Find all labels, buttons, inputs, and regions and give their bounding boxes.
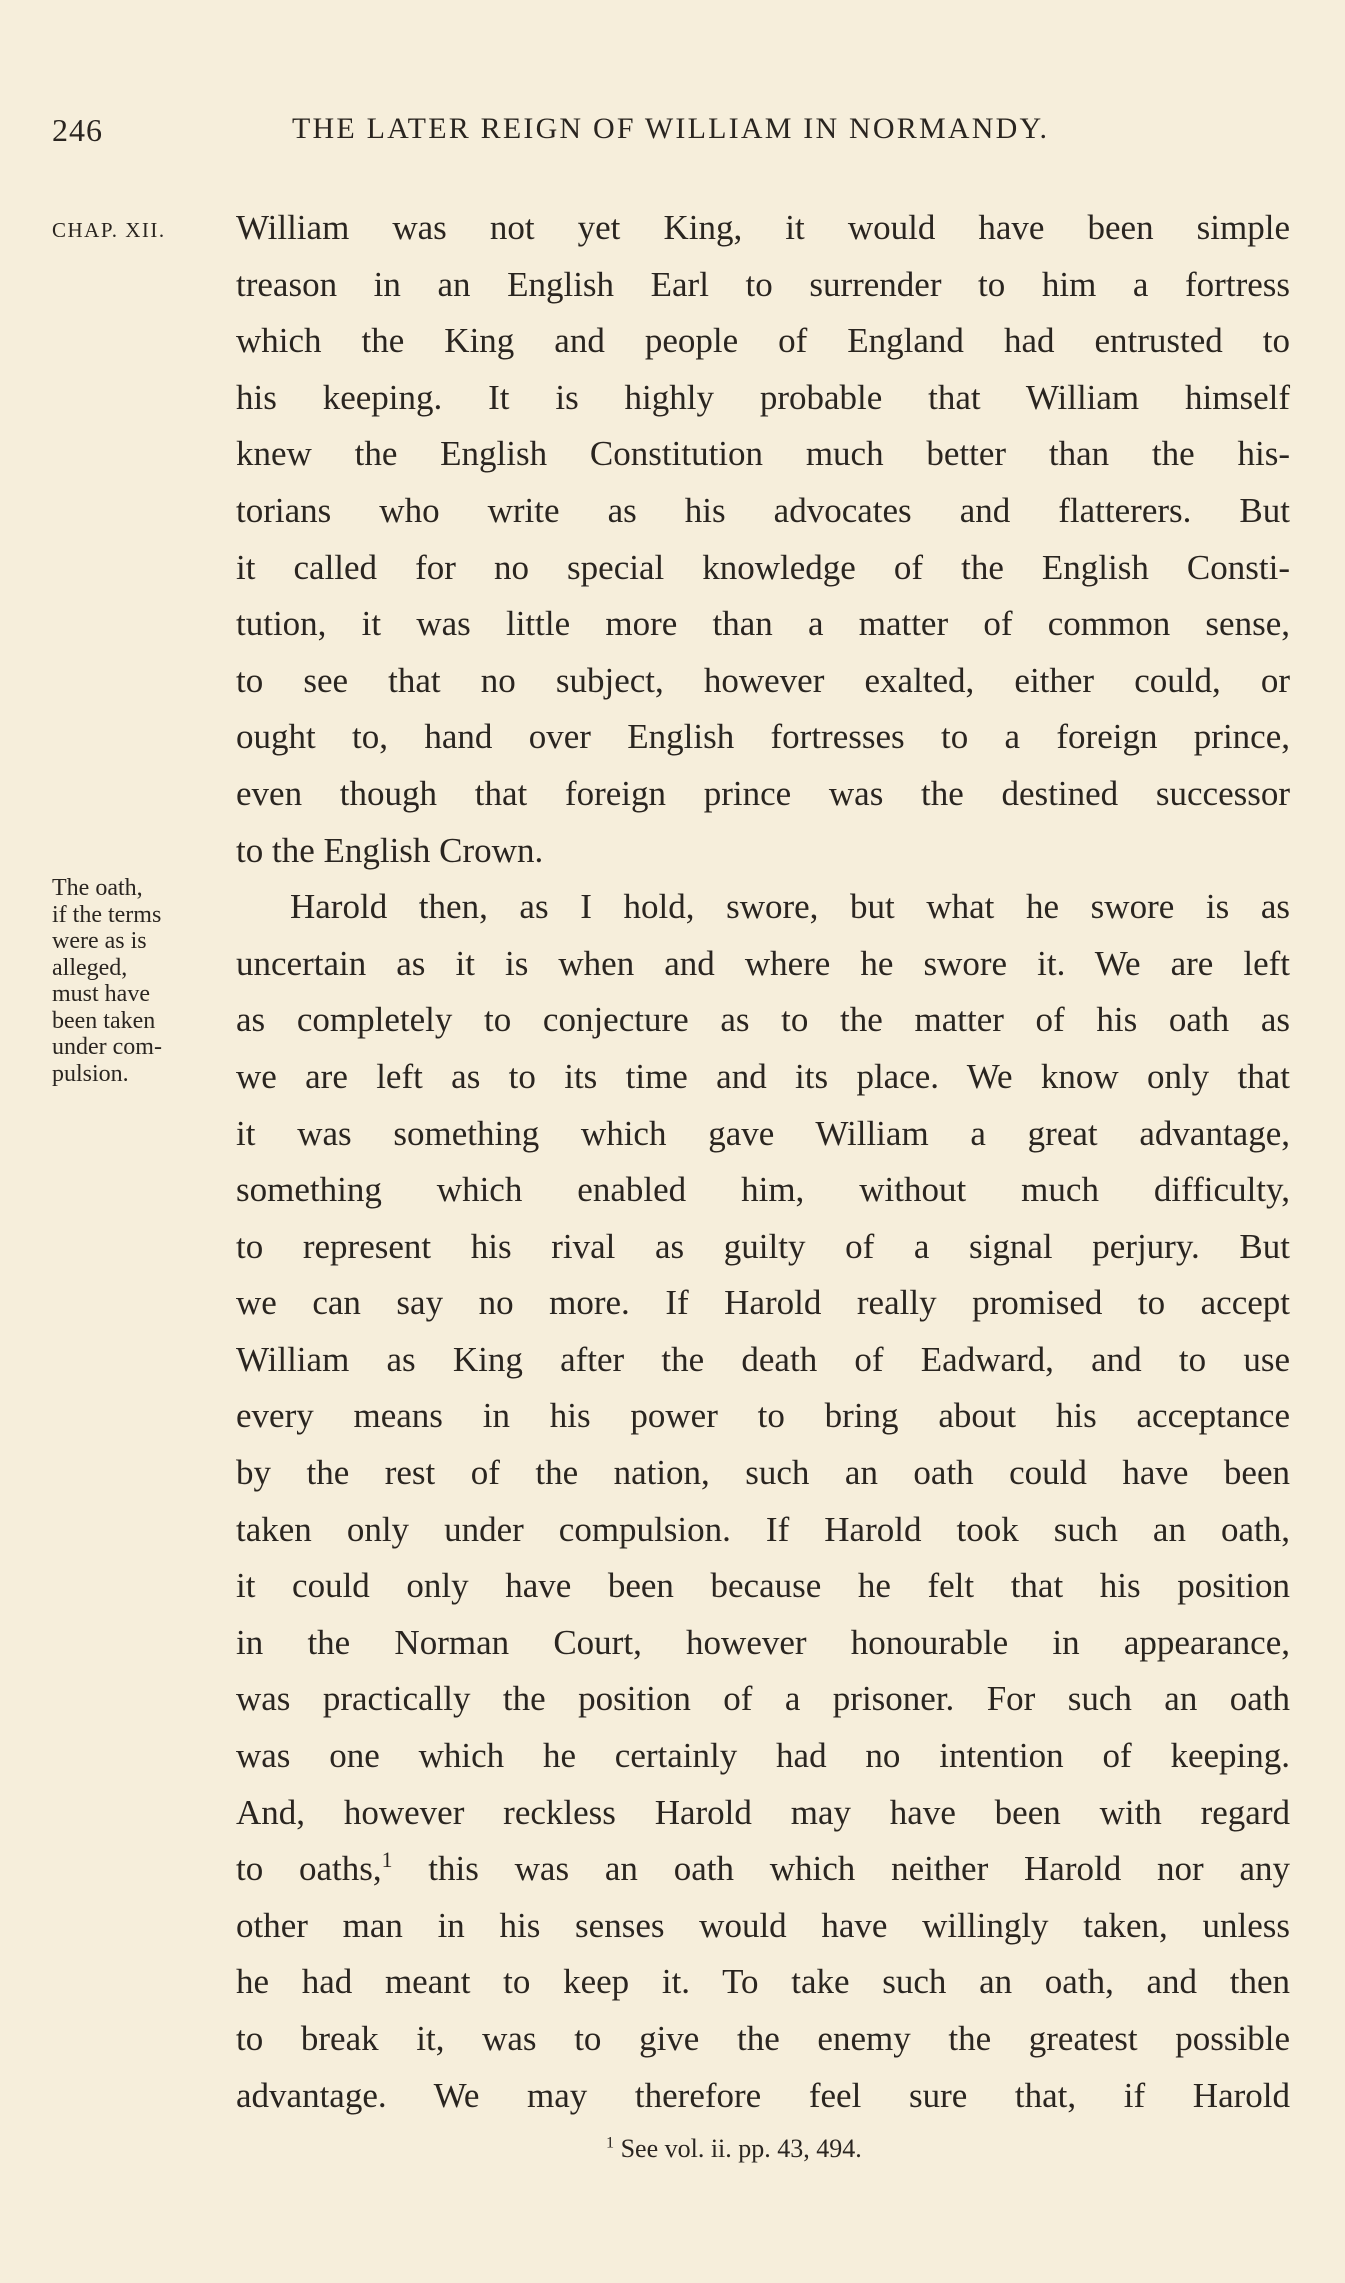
text-line: as completely to conjecture as to the matter of his oath as [236,1000,1290,1040]
text-line: it could only have been because he felt that his position [236,1566,1290,1606]
text-line: to break it, was to give the enemy the greatest possible [236,2019,1290,2058]
footnote-reference[interactable]: 1 [381,1848,393,1873]
text-line: every means in his power to bring about his acceptance [236,1396,1290,1436]
margin-note [52,875,242,1087]
text-line: something which enabled him, without much difficulty, [236,1170,1290,1210]
text-line: knew the English Constitution much better than the his- [236,434,1290,474]
margin-note-line: were as is [52,928,147,954]
text-line: he had meant to keep it. To take such an oath, and then [236,1962,1290,2002]
text-line: to see that no subject, however exalted, either could, or [236,660,1290,700]
text-line: advantage. We may therefore feel sure that, if Harold [236,2075,1290,2115]
text-line: William as King after the death of Eadward, and to use [236,1339,1290,1379]
text-line: treason in an English Earl to surrender to him a fortress [236,264,1290,304]
text-line: by the rest of the nation, such an oath could have been [236,1453,1290,1493]
page-number: 246 [52,112,103,148]
footnote-marker: 1 [606,2134,615,2152]
text-fragment: to oaths, [236,1849,382,1889]
text-line: And, however reckless Harold may have been with regard [236,1792,1290,1832]
text-line: other man in his senses would have willingly taken, unless [236,1905,1290,1945]
text-line: tution, it was little more than a matter of common sense, [236,604,1290,644]
chapter-label: CHAP. XII. [52,218,166,242]
text-line: to the English Crown. [236,830,544,870]
margin-note-line: pulsion. [52,1060,129,1087]
running-head: THE LATER REIGN OF WILLIAM IN NORMANDY. [292,112,1050,145]
text-line: even though that foreign prince was the destined successor [236,773,1290,813]
margin-note-line: if the terms [52,901,162,928]
text-line: in the Norman Court, however honourable in appearance, [236,1622,1290,1662]
text-line: we can say no more. If Harold really promised to accept [236,1283,1290,1323]
body-text [236,200,1290,2124]
text-line: was one which he certainly had no intention of keeping. [236,1736,1290,1776]
text-line: which the King and people of England had entrusted to [236,321,1290,361]
text-line: taken only under compulsion. If Harold took such an oath, [236,1509,1290,1549]
text-line: was practically the position of a prisoner. For such an oath [236,1679,1290,1719]
text-line: William was not yet King, it would have been simple [236,208,1290,247]
margin-note-line: The oath, [52,875,143,901]
text-line-with-footnote-ref [236,1841,1290,1898]
text-line: it called for no special knowledge of the English Consti- [236,547,1290,587]
text-line: Harold then, as I hold, swore, but what he swore is as [290,887,1290,927]
page-header [52,112,1217,158]
text-line: we are left as to its time and its place. We know only that [236,1056,1290,1096]
text-line: it was something which gave William a great advantage, [236,1113,1290,1153]
text-line: uncertain as it is when and where he swore it. We are left [236,943,1290,983]
text-line: torians who write as his advocates and flatterers. But [236,490,1290,530]
text-line: ought to, hand over English fortresses to a foreign prince, [236,717,1290,757]
footnote [606,2134,862,2164]
text-fragment: this was an oath which neither Harold nor any [392,1849,1290,1889]
text-line: to represent his rival as guilty of a signal perjury. But [236,1226,1290,1266]
margin-note-line: must have [52,981,150,1007]
margin-note-line: under com- [52,1034,162,1060]
margin-note-line: alleged, [52,954,128,981]
footnote-text: See vol. ii. pp. 43, 494. [620,2134,862,2163]
text-line: his keeping. It is highly probable that William himself [236,377,1290,417]
margin-note-line: been taken [52,1007,156,1034]
